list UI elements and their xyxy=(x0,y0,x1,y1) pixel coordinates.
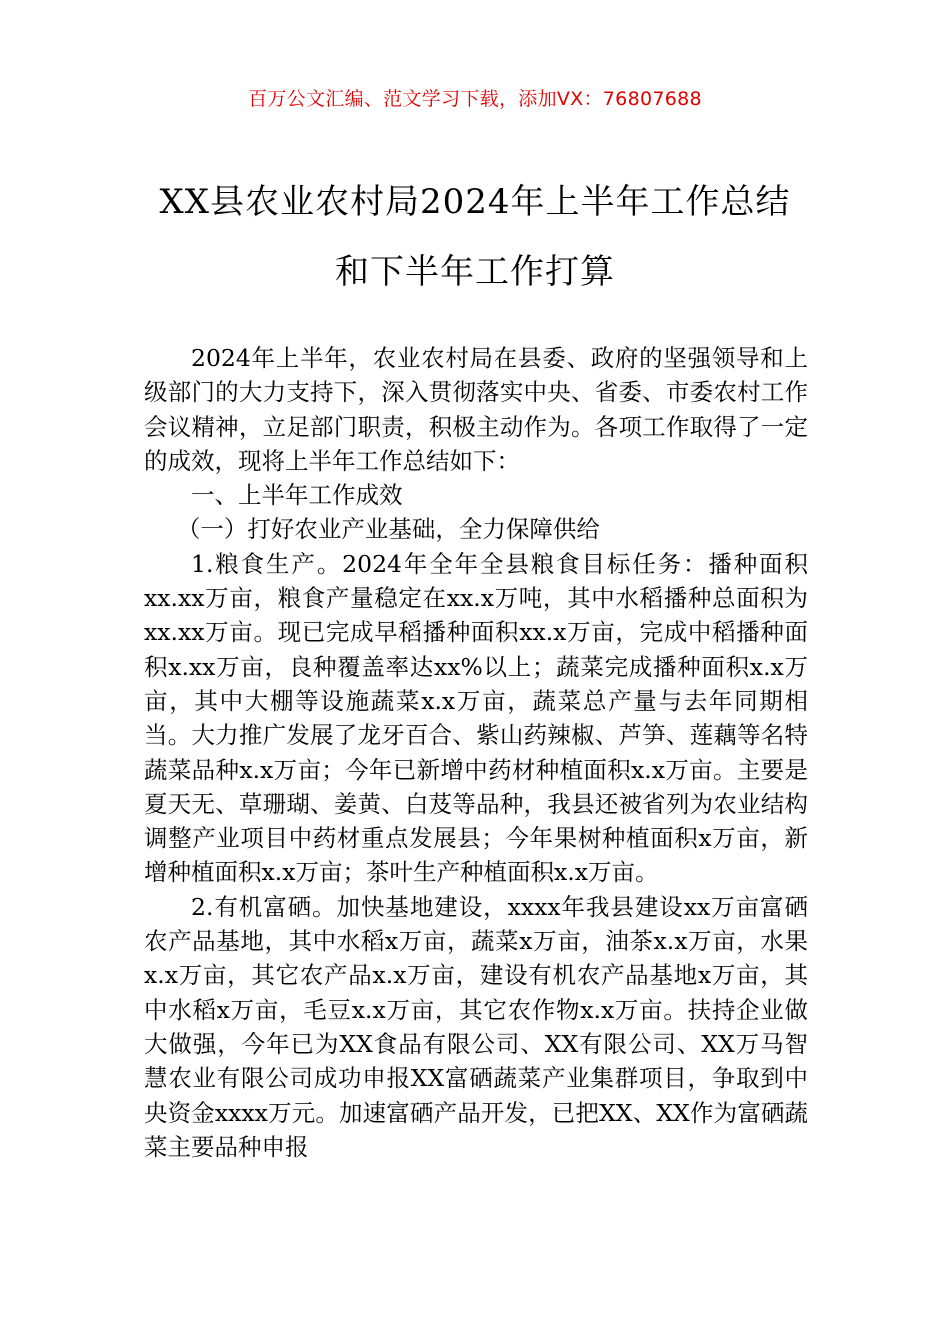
grain-production-paragraph: 1.粮食生产。2024年全年全县粮食目标任务：播种面积xx.xx万亩，粮食产量稳定在xx.x万吨，其中水稻播种总面积为xx.xx万亩。现已完成早稻播种面积xx.x万亩，完成中稻播种面积x.xx万亩，良种覆盖率达xx%以上；蔬菜完成播种面积x.x万亩，其中大棚等设施蔬菜x.x万亩，蔬菜总产量与去年同期相当。大力推广发展了龙牙百合、紫山药辣椒、芦笋、莲藕等名特蔬菜品种x.x万亩；今年已新增中药材种植面积x.x万亩。主要是夏天无、草珊瑚、姜黄、白芨等品种，我县还被省列为农业结构调整产业项目中药材重点发展县；今年果树种植面积x万亩，新增种植面积x.x万亩；茶叶生产种植面积x.x万亩。 xyxy=(144,549,808,887)
subsection-heading: （一）打好农业产业基础，全力保障供给 xyxy=(176,515,600,544)
watermark-text: 百万公文汇编、范文学习下载，添加VX：76807688 xyxy=(248,88,702,110)
organic-selenium-paragraph: 2.有机富硒。加快基地建设，xxxx年我县建设xx万亩富硒农产品基地，其中水稻x万亩，蔬菜x万亩，油茶x.x万亩，水果x.x万亩，其它农产品x.x万亩，建设有机农产品基地x万亩，其中水稻x万亩，毛豆x.x万亩，其它农作物x.x万亩。扶持企业做大做强，今年已为XX食品有限公司、XX有限公司、XX万马智慧农业有限公司成功申报XX富硒蔬菜产业集群项目，争取到中央资金xxxx万元。加速富硒产品开发，已把XX、XX作为富硒蔬菜主要品种申报 xyxy=(144,892,808,1161)
document-title-line-2: 和下半年工作打算 xyxy=(335,252,615,292)
section-heading: 一、上半年工作成效 xyxy=(191,481,403,510)
document-body xyxy=(144,341,808,1164)
document-title-line-1: XX县农业农村局2024年上半年工作总结 xyxy=(159,182,791,222)
intro-paragraph: 2024年上半年，农业农村局在县委、政府的坚强领导和上级部门的大力支持下，深入贯彻落实中央、省委、市委农村工作会议精神，立足部门职责，积极主动作为。各项工作取得了一定的成效，现将上半年工作总结如下： xyxy=(144,344,808,475)
